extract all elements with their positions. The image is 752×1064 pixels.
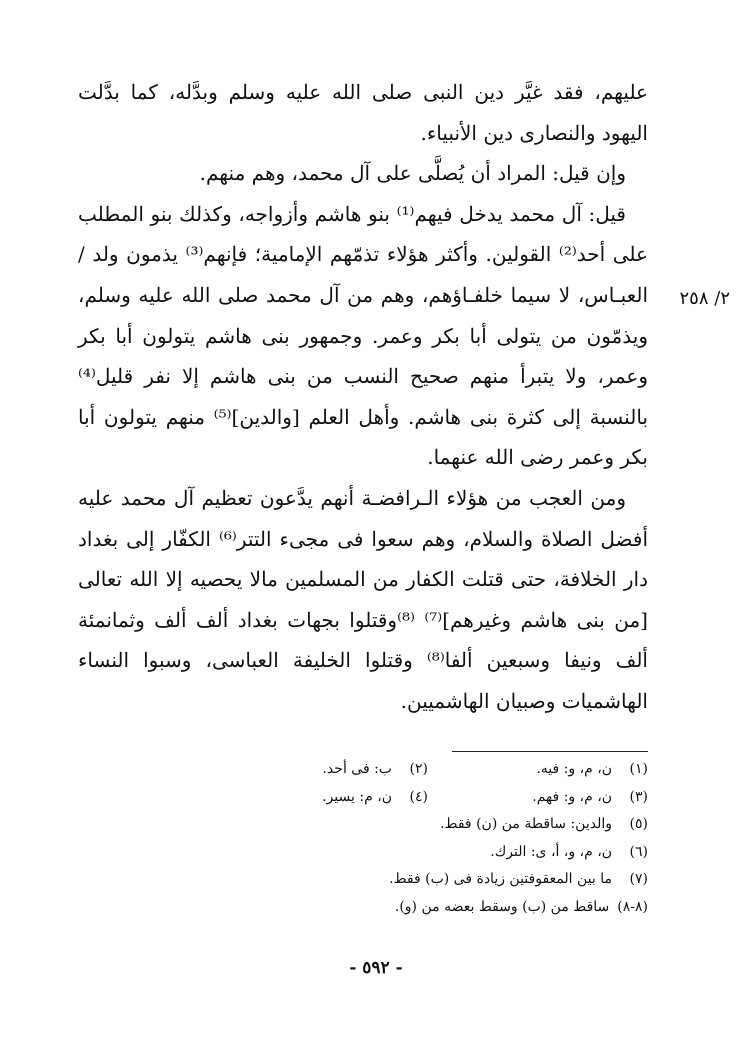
footnote-number: (١): [629, 761, 648, 777]
main-text: [78, 72, 648, 722]
footnote-separator: [452, 751, 648, 752]
footnote-number: (٤): [409, 788, 428, 805]
footnote-text: ما بين المعقوفتين زيادة فى (ب) فقط.: [389, 871, 612, 887]
footnote-number: (٨-٨): [617, 898, 648, 915]
footnote-text: ن، م، و: فيه.: [536, 761, 612, 777]
footnote-text: ب: فى أحد.: [322, 761, 392, 777]
footnote-row: [200, 894, 648, 922]
footnote-text: ن، م: يسير.: [322, 788, 392, 805]
margin-page-reference: ٢/ ٢٥٨: [679, 288, 730, 309]
page-number: - ٥٩٢ -: [349, 958, 403, 978]
footnote-text: ن، م، و: فهم.: [532, 788, 612, 805]
footnotes: [200, 756, 648, 921]
footnote-number: (٢): [409, 761, 428, 777]
footnote-text: ن، م، و، أ، ى: الترك.: [490, 843, 612, 860]
paragraph-4: ومن العجب من هؤلاء الـرافضـة أنهم يدَّعون تعظيم آل محمد عليه أفضل الصلاة والسلام، وهم سعوا فى مجىء التتر⁽⁶⁾ الكفّار إلى بغداد دار الخلافة، حتى قتلت الكفار من المسلمين مالا يحصيه إلا الله تعالى [من بنى هاشم وغيرهم]⁽⁷⁾ ⁽⁸⁾وقتلوا بجهات بغداد ألف ألف وثمانمئة ألف ونيفا وسبعين ألفا⁽⁸⁾ وقتلوا الخليفة العباسى، وسبوا النساء الهاشميات وصبيان الهاشميين.: [78, 485, 649, 713]
footnote-2: [208, 756, 428, 784]
footnote-6: [490, 839, 648, 867]
footnote-number: (٧): [629, 871, 648, 887]
footnote-row: [200, 784, 648, 812]
footnote-1: [428, 756, 648, 784]
footnote-text: ساقط من (ب) وسقط بعضه من (و).: [394, 898, 610, 915]
footnote-number: (٥): [629, 816, 648, 832]
footnote-row: [200, 839, 648, 867]
footnote-row: [200, 866, 648, 894]
footnote-3: [428, 784, 648, 812]
paragraph-1: عليهم، فقد غيَّر دين النبى صلى الله عليه وسلم وبدَّله، كما بدَّلت اليهود والنصارى دين الأنبياء.: [78, 80, 648, 145]
footnote-row: [200, 811, 648, 839]
paragraph-2: وإن قيل: المراد أن يُصلَّى على آل محمد، وهم منهم.: [199, 161, 626, 186]
footnote-row: [200, 756, 648, 784]
paragraph-3: قيل: آل محمد يدخل فيهم⁽¹⁾ بنو هاشم وأزواجه، وكذلك بنو المطلب على أحد⁽²⁾ القولين. وأكثر هؤلاء تذمّهم الإمامية؛ فإنهم⁽³⁾ يذمون ولد / العبـاس، لا سيما خلفـاؤهم، وهم من آل محمد صلى الله عليه وسلم، ويذمّون من يتولى أبا بكر وعمر. وجمهور بنى هاشم يتولون أبا بكر وعمر، ولا يتبرأ منهم صحيح النسب من بنى هاشم إلا نفر قليل⁽⁴⁾ بالنسبة إلى كثرة بنى هاشم. وأهل العلم [والدين]⁽⁵⁾ منهم يتولون أبا بكر وعمر رضى الله عنهما.: [78, 201, 649, 470]
footnote-4: [208, 784, 428, 812]
footnote-8: [395, 894, 648, 922]
footnote-number: (٣): [629, 788, 648, 805]
footnote-5: [440, 811, 648, 839]
footnote-7: [389, 866, 648, 894]
footnote-number: (٦): [629, 843, 648, 860]
footnote-text: والدين: ساقطة من (ن) فقط.: [440, 816, 612, 832]
